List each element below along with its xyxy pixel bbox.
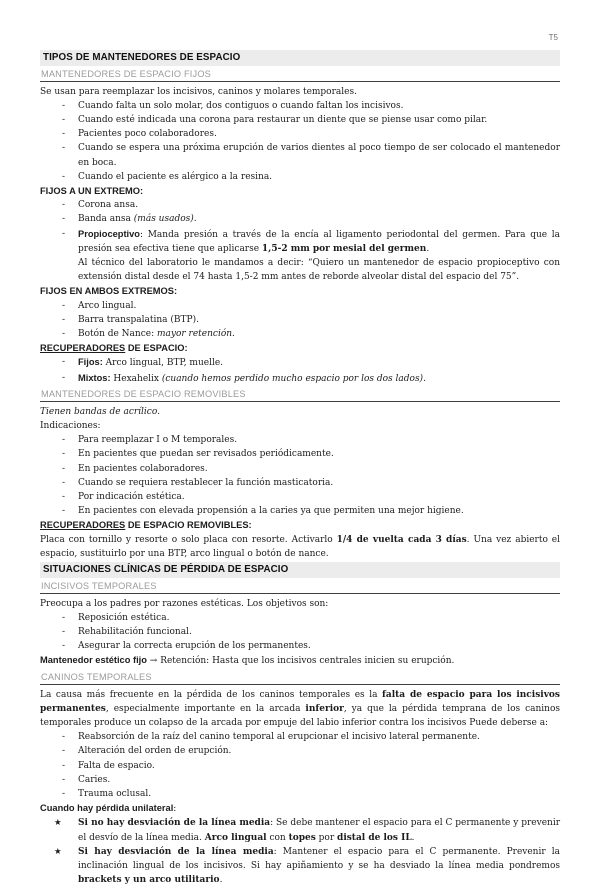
text-segment: Falta de espacio. xyxy=(78,760,155,771)
bullet-item xyxy=(40,462,560,476)
text-segment: RECUPERADORES xyxy=(40,520,126,531)
bullet-text xyxy=(78,327,560,341)
subsection-header xyxy=(40,579,560,594)
dash-bullet-icon: - xyxy=(62,463,66,474)
dash-bullet-icon: - xyxy=(62,760,66,771)
bullet-text xyxy=(78,141,560,169)
dash-bullet-icon: - xyxy=(62,491,66,502)
text-segment: . xyxy=(426,243,430,254)
text-segment: DE ESPACIO: xyxy=(125,343,188,354)
text-segment: La causa más frecuente en la pérdida de los caninos temporales es la xyxy=(40,689,383,700)
star-bullet-item xyxy=(40,816,560,844)
bullet-text xyxy=(78,113,560,127)
dash-bullet-icon: - xyxy=(62,372,66,383)
text-segment: FIJOS A UN EXTREMO: xyxy=(40,185,144,196)
dash-bullet-icon: - xyxy=(62,788,66,799)
bullet-text xyxy=(78,476,560,490)
text-segment: Reposición estética. xyxy=(78,612,170,623)
text-segment: MANTENEDORES DE ESPACIO FIJOS xyxy=(41,68,212,79)
dash-bullet-icon: - xyxy=(62,143,66,154)
dash-bullet-icon: - xyxy=(62,357,66,368)
text-segment: distal de los IL xyxy=(337,832,412,843)
text-segment: : xyxy=(173,804,177,815)
bullet-item xyxy=(40,611,560,625)
dash-bullet-icon: - xyxy=(62,200,66,211)
bullet-item xyxy=(40,504,560,518)
dash-bullet-icon: - xyxy=(62,449,66,460)
text-segment: . xyxy=(219,875,223,886)
text-segment: mayor retención. xyxy=(156,328,235,339)
dash-bullet-icon: - xyxy=(62,641,66,652)
bullet-text xyxy=(78,198,560,212)
text-segment: topes xyxy=(288,832,316,843)
bullet-item xyxy=(40,371,560,386)
bullet-text xyxy=(78,170,560,184)
bullet-text xyxy=(78,371,560,386)
text-segment: Mantenedor estético fijo xyxy=(40,655,147,666)
dash-bullet-icon: - xyxy=(62,774,66,785)
text-segment: brackets y un arco utilitario xyxy=(78,875,220,886)
bullet-item xyxy=(40,773,560,787)
section-header xyxy=(40,562,560,578)
bullet-item xyxy=(40,299,560,313)
bullet-item xyxy=(40,198,560,212)
dash-bullet-icon: - xyxy=(62,732,66,743)
bullet-text xyxy=(78,490,560,504)
text-segment: Placa con tornillo y resorte o solo placa con resorte. Activarlo xyxy=(40,534,337,545)
dash-bullet-icon: - xyxy=(62,171,66,182)
bullet-item xyxy=(40,433,560,447)
text-segment: Si no hay desviación de la línea media xyxy=(78,818,271,829)
bullet-text xyxy=(78,355,560,370)
bullet-text xyxy=(78,433,560,447)
text-segment: 1/4 de vuelta cada 3 días xyxy=(336,534,467,545)
text-segment: MANTENEDORES DE ESPACIO REMOVIBLES xyxy=(41,388,246,399)
document-content xyxy=(40,49,560,887)
bullet-text xyxy=(78,611,560,625)
dash-bullet-icon: - xyxy=(62,300,66,311)
bullet-item xyxy=(40,759,560,773)
text-segment: Cuando el paciente es alérgico a la resina. xyxy=(78,171,273,182)
heading xyxy=(40,341,560,355)
text-segment: Cuando falta un solo molar, dos contiguos o cuando faltan los incisivos. xyxy=(78,100,404,111)
text-segment: Corona ansa. xyxy=(78,200,139,211)
text-segment: → Retención: Hasta que los incisivos centrales inicien su erupción. xyxy=(146,656,455,667)
bullet-text xyxy=(78,744,560,758)
heading xyxy=(40,184,560,198)
dash-bullet-icon: - xyxy=(62,100,66,111)
bullet-text xyxy=(78,299,560,313)
bullet-item xyxy=(40,227,560,256)
text-segment: falta de espacio para los incisivos permanentes xyxy=(40,689,560,714)
bullet-text xyxy=(78,625,560,639)
bullet-item xyxy=(40,447,560,461)
text-segment: DE ESPACIO REMOVIBLES: xyxy=(125,520,252,531)
page-number: T5 xyxy=(548,33,558,42)
text-segment: Caries. xyxy=(78,774,111,785)
bullet-text xyxy=(78,504,560,518)
bullet-item xyxy=(40,313,560,327)
bullet-item xyxy=(40,355,560,370)
text-segment: . xyxy=(193,214,197,225)
text-segment: . Una vez abierto el espacio, sustituirlo por una BTP, arco lingual o botón de nance. xyxy=(40,534,561,559)
bullet-text xyxy=(78,99,560,113)
text-segment: FIJOS EN AMBOS EXTREMOS: xyxy=(40,286,178,297)
text-segment: Arco lingual, BTP, muelle. xyxy=(102,358,224,369)
text-segment: Mixtos: xyxy=(78,372,111,383)
text-segment: En pacientes con elevada propensión a la caries ya que permiten una mejor higiene. xyxy=(78,506,464,517)
bullet-text xyxy=(78,787,560,801)
bullet-item xyxy=(40,744,560,758)
bullet-item xyxy=(40,127,560,141)
heading xyxy=(40,518,560,532)
subsection-header xyxy=(40,67,560,82)
dash-bullet-icon: - xyxy=(62,477,66,488)
bullet-text xyxy=(78,773,560,787)
text-segment: Pacientes poco colaboradores. xyxy=(78,129,217,140)
text-segment: Hexahelix xyxy=(110,373,162,384)
text-segment: Al técnico del laboratorio le mandamos a decir: “Quiero un mantenedor de espacio propioceptivo con extensión distal desde el 74 hasta 1,5-2 mm antes de reborde alveolar distal del espacio del 75”. xyxy=(78,257,560,283)
text-segment: Para reemplazar I o M temporales. xyxy=(78,435,238,446)
text-segment: Preocupa a los padres por razones estéticas. Los objetivos son: xyxy=(40,598,329,609)
text-segment: Por indicación estética. xyxy=(78,491,185,502)
paragraph xyxy=(40,688,560,731)
bullet-item xyxy=(40,212,560,226)
bullet-item xyxy=(40,730,560,744)
bullet-item xyxy=(40,639,560,653)
bullet-item xyxy=(40,141,560,169)
dash-bullet-icon: - xyxy=(62,746,66,757)
bullet-item xyxy=(40,787,560,801)
paragraph xyxy=(40,85,560,99)
text-segment: Cuando esté indicada una corona para restaurar un diente que se piense usar como pilar. xyxy=(78,114,488,125)
text-segment: Tienen bandas de acrílico. xyxy=(40,406,160,417)
dash-bullet-icon: - xyxy=(62,114,66,125)
text-segment: Cuando se requiera restablecer la función masticatoria. xyxy=(78,477,334,488)
bullet-item xyxy=(40,99,560,113)
section-header xyxy=(40,50,560,66)
text-segment: INCISIVOS TEMPORALES xyxy=(41,580,157,591)
text-segment: Alteración del orden de erupción. xyxy=(78,746,232,757)
text-segment: con xyxy=(266,832,289,843)
text-segment: Indicaciones: xyxy=(40,420,101,431)
text-segment: Botón de Nance: xyxy=(78,328,157,339)
text-segment: : Mantener el espacio para el C permanente. Prevenir la inclinación lingual de los incisivos. Si hay apiñamiento y se ha desviado la línea media pondremos xyxy=(78,846,560,871)
text-segment: : Se debe mantener el espacio para el C permanente y prevenir el desvío de la línea media. xyxy=(78,818,560,843)
text-segment: , ya que la pérdida temprana de los caninos temporales produce un colapso de la arcada por empuje del labio inferior contra los incisivos Puede deberse a: xyxy=(40,703,561,728)
bullet-text xyxy=(78,127,560,141)
text-segment: 1,5-2 mm por mesial del germen xyxy=(261,243,427,254)
text-segment: : Manda presión a través de la encía al ligamento periodontal del germen. Para que la presión sea efectiva tiene que aplicarse xyxy=(78,229,560,254)
paragraph xyxy=(40,653,560,668)
text-segment: Trauma oclusal. xyxy=(78,788,152,799)
star-bullet-item xyxy=(40,845,560,887)
text-segment: Rehabilitación funcional. xyxy=(78,626,192,637)
bullet-text xyxy=(78,227,560,256)
bullet-text xyxy=(78,639,560,653)
text-segment: CANINOS TEMPORALES xyxy=(41,671,152,682)
text-segment: RECUPERADORES xyxy=(40,343,126,354)
bullet-item xyxy=(40,476,560,490)
text-segment: SITUACIONES CLÍNICAS DE PÉRDIDA DE ESPACIO xyxy=(43,564,289,575)
bullet-item xyxy=(40,170,560,184)
paragraph xyxy=(40,597,560,611)
dash-bullet-icon: - xyxy=(62,626,66,637)
text-segment: Arco lingual. xyxy=(78,300,137,311)
text-segment: Propioceptivo xyxy=(78,228,140,239)
bullet-text xyxy=(78,462,560,476)
bullet-item xyxy=(40,113,560,127)
text-segment: . xyxy=(423,373,426,384)
bullet-item xyxy=(40,490,560,504)
bullet-text xyxy=(78,759,560,773)
bullet-item xyxy=(40,327,560,341)
indented-paragraph xyxy=(78,256,560,284)
heading xyxy=(40,284,560,298)
text-segment: inferior xyxy=(305,703,344,714)
text-segment: Arco lingual xyxy=(204,832,267,843)
dash-bullet-icon: - xyxy=(62,214,66,225)
dash-bullet-icon: - xyxy=(62,228,66,239)
text-segment: Banda ansa xyxy=(78,214,134,225)
bullet-item xyxy=(40,625,560,639)
text-segment: Se usan para reemplazar los incisivos, caninos y molares temporales. xyxy=(40,86,357,97)
text-segment: Reabsorción de la raíz del canino temporal al erupcionar el incisivo lateral permanente. xyxy=(78,732,480,743)
text-segment: Cuando se espera una próxima erupción de varios dientes al poco tiempo de ser colocado el mantenedor en boca. xyxy=(78,143,560,168)
dash-bullet-icon: - xyxy=(62,314,66,325)
bullet-text xyxy=(78,845,560,887)
bullet-text xyxy=(78,313,560,327)
star-bullet-icon: ★ xyxy=(54,818,62,829)
dash-bullet-icon: - xyxy=(62,435,66,446)
bullet-text xyxy=(78,816,560,844)
text-segment: En pacientes colaboradores. xyxy=(78,463,208,474)
paragraph xyxy=(40,533,560,561)
text-segment: En pacientes que puedan ser revisados periódicamente. xyxy=(78,449,334,460)
bullet-text xyxy=(78,212,560,226)
paragraph xyxy=(40,801,560,816)
text-segment: Cuando hay pérdida unilateral xyxy=(40,803,174,814)
text-segment: Fijos: xyxy=(78,357,103,368)
subsection-header xyxy=(40,670,560,685)
text-segment: , especialmente importante en la arcada xyxy=(105,703,306,714)
paragraph xyxy=(40,419,560,433)
text-segment: (más usados) xyxy=(133,214,194,225)
dash-bullet-icon: - xyxy=(62,129,66,140)
text-segment: . xyxy=(411,832,415,843)
subsection-header xyxy=(40,387,560,402)
text-segment: Barra transpalatina (BTP). xyxy=(78,314,199,325)
text-segment: por xyxy=(315,832,338,843)
star-bullet-icon: ★ xyxy=(54,846,62,857)
bullet-text xyxy=(78,730,560,744)
text-segment: Si hay desviación de la línea media xyxy=(78,846,274,857)
dash-bullet-icon: - xyxy=(62,328,66,339)
dash-bullet-icon: - xyxy=(62,612,66,623)
text-segment: Asegurar la correcta erupción de los permanentes. xyxy=(78,641,311,652)
dash-bullet-icon: - xyxy=(62,506,66,517)
text-segment: TIPOS DE MANTENEDORES DE ESPACIO xyxy=(43,52,241,63)
text-segment: (cuando hemos perdido mucho espacio por los dos lados) xyxy=(161,373,424,384)
paragraph xyxy=(40,405,560,419)
bullet-text xyxy=(78,447,560,461)
